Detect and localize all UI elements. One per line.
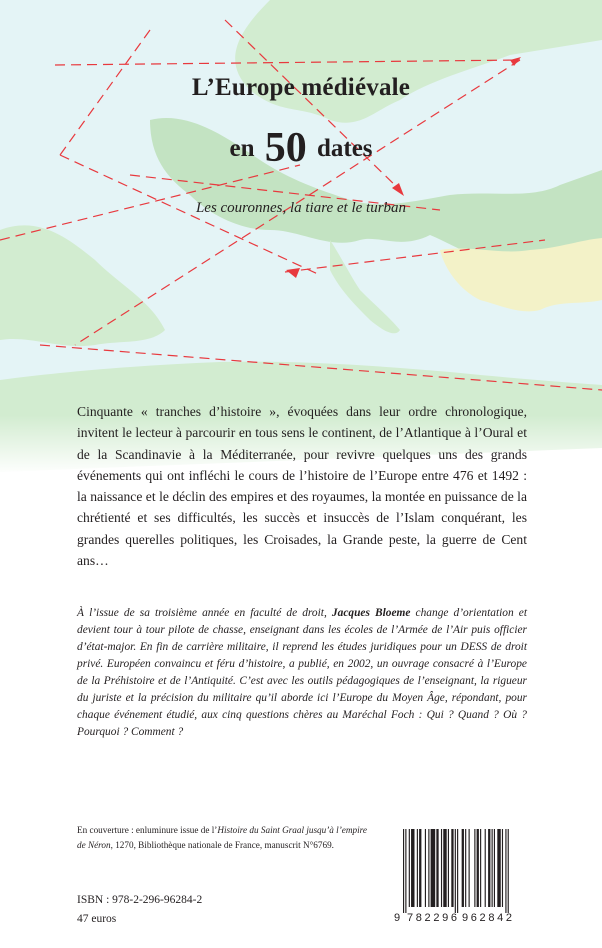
isbn: ISBN : 978-2-296-96284-2 [77,894,203,906]
title-post: dates [316,135,373,162]
barcode-bar [477,829,479,907]
barcode-group1: 782296 [407,912,457,923]
credit-prefix: En couverture : enluminure issue de l’ [77,825,218,835]
book-subtitle: Les couronnes, la tiare et le turban [195,200,407,216]
barcode-bar [488,829,490,907]
barcode-bar [455,829,456,913]
barcode-bar [448,829,449,907]
barcode-bar [419,829,421,907]
book-title: L’Europe médiévale [191,74,411,101]
barcode-bar [494,829,495,907]
barcode-bar [485,829,486,907]
barcode-bar [436,829,438,907]
barcode-bar [469,829,470,907]
barcode-bar [465,829,466,907]
credit-suffix: , 1270, Bibliothèque nationale de France, manuscrit N°6769. [110,839,334,850]
price: 47 euros [77,913,117,925]
author-name: Jacques Bloeme [331,607,411,619]
barcode-bar [492,829,493,907]
bio-intro: À l’issue de sa troisième année en faculté de droit, [77,607,332,619]
barcode-bar [417,829,418,907]
barcode-bar [425,829,426,907]
barcode-bar [462,829,464,907]
title-number: 50 [264,125,307,171]
barcode-group2: 962842 [462,912,512,923]
barcode-bar [441,829,442,907]
credit-work: Histoire du Saint Graal jusqu’à l’empire de Néron [77,825,367,850]
cover-credit [77,823,377,852]
book-title-line2 [0,124,602,172]
barcode [393,825,521,923]
barcode-bar [405,829,406,913]
barcode-bar [451,829,453,907]
barcode-bar [411,829,414,907]
bio-text: change d’orientation et devient tour à tour pilote de chasse, enseignant dans les écoles de l’Armée de l’Air puis officier d’état-major. En fin de carrière militaire, il reprend les études juridiques pour un DESS de droit privé. Européen convaincu et féru d’histoire, a publié, en 2002, un ouvrage consacré à l’Europe de la Préhistoire et de l’Antiquité. C’est avec les outils pédagogiques de l’enseignant, la rigueur du juriste et la précision du militaire qu’il aborde ici l’Europe du Moyen Âge, répondant, pour chaque événement étudié, aux cinq questions chères au Maréchal Foch : Qui ? Quand ? Où ? Pourquoi ? Comment ? [77,607,527,738]
author-bio [77,605,527,741]
barcode-bar [428,829,429,907]
blurb-text: Cinquante « tranches d’histoire », évoquées dans leur ordre chronologique, invitent le lecteur à parcourir en tous sens le continent, de l’Atlantique à l’Oural et de la Scandinavie à la Méditerranée, pour revivre quelques uns des grands événements qui ont infléchi le cours de l’histoire de l’Europe entre 476 et 1492 : la naissance et le déclin des empires et des royaumes, la montée en puissance de la chrétienté et ses difficultés, les succès et insuccès de l’Islam conquérant, les grandes querelles politiques, les Croisades, la Grande peste, la guerre de Cent ans… [77,404,527,569]
barcode-bar [443,829,446,907]
barcode-bar [502,829,503,907]
barcode-lead-digit: 9 [394,912,401,923]
barcode-bar [457,829,458,913]
barcode-bar [480,829,481,907]
barcode-bar [497,829,500,907]
barcode-bar [508,829,509,913]
barcode-bar [474,829,475,907]
barcode-bar [505,829,506,913]
title-pre: en [229,135,255,162]
barcode-bar [403,829,404,913]
barcode-bar [431,829,436,907]
barcode-bar [409,829,410,907]
